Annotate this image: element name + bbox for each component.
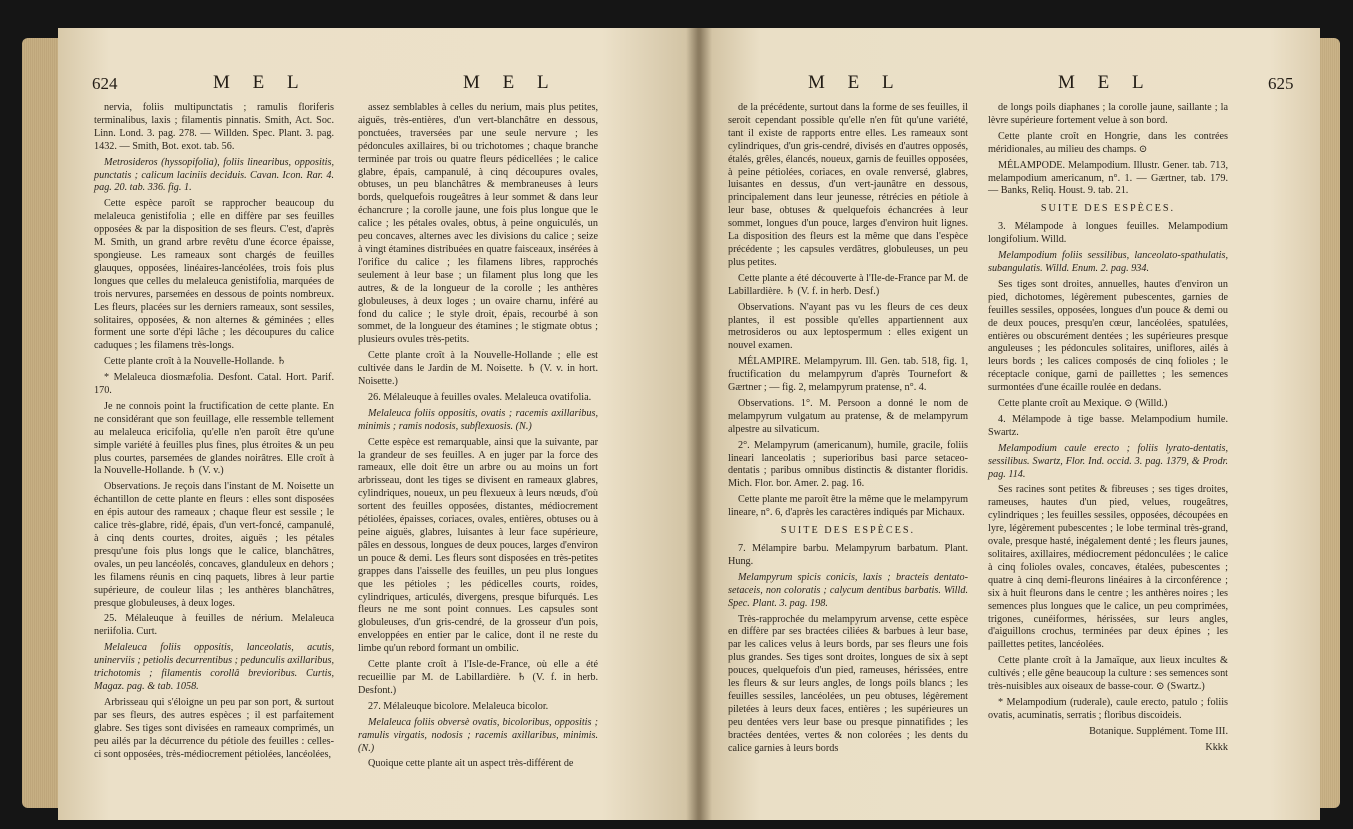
paragraph: Cette plante croît à la Nouvelle-Hollande ; elle est cultivée dans le Jardin de M. Noisette. ♄ (V. v. in hort. Noisette.) xyxy=(358,350,598,388)
left-column-2 xyxy=(358,102,598,774)
paragraph: Observations. 1°. M. Persoon a donné le nom de melampyrum vulgatum au pratense, & de melampyrum alpestre au silvaticum. xyxy=(728,397,968,435)
paragraph: Quoique cette plante ait un aspect très-différent de xyxy=(368,758,574,770)
paragraph: MÉLAMPODE. Melampodium. Illustr. Gener. tab. 713, melampodium americanum, n°. 1. — Gærtner, tab. 179. — Banks, Reliq. Houst. 9. tab. 21. xyxy=(988,159,1228,197)
left-column-1 xyxy=(94,102,334,764)
signature-line: Botanique. Supplément. Tome III. xyxy=(1089,725,1228,737)
paragraph: 2°. Melampyrum (americanum), humile, gracile, foliis lineari lanceolatis ; superioribus basi parce setaceo-dentatis ; paribus omnibus distinctis & distanter floridis. Mich. Flor. bor. Amer. 2. pag. 16. xyxy=(728,439,968,490)
paragraph: assez semblables à celles du nerium, mais plus petites, aiguës, très-entières, d'un vert-blanchâtre en dessous, ponctuées, traversées par une seule nervure ; les pédoncules axillaires, bi ou trichotomes ; chaque branche terminée par trois ou quatre fleurs pédicellées ; le calice glabre, épais, campanulé, à cinq découpures ovales, obtuses, un peu blanchâtres & membraneuses à leurs bords, quelquefois rougeâtres à leur sommet & dans leur échancrure ; la corolle jaune, une fois plus longue que le calice ; les pétales ovales, obtus, à peine onguiculés, un peu concaves, alternes avec les divisions du calice ; seize à vingt étamines distribuées en quatre faisceaux, insérées à l'orifice du calice ; les filamens libres, rapprochés seulement à leur base ; un filament plus long que les autres, & de la longueur de la corolle ; les anthères globuleuses, à deux loges ; un ovaire charnu, inféré au fond du calice ; le style droit, épais, recourbé à son sommet, de la longueur des étamines ; le stigmate obtus ; plusieurs ovules très-petits. xyxy=(358,102,598,346)
paragraph: Melampodium foliis sessilibus, lanceolato-spathulatis, subangulatis. Willd. Enum. 2. pag. 934. xyxy=(988,250,1228,274)
paragraph: 25. Mélaleuque à feuilles de nérium. Melaleuca neriifolia. Curt. xyxy=(94,613,334,638)
paragraph: Ses racines sont petites & fibreuses ; ses tiges droites, rameuses, hautes d'un pied, velues, rougeâtres, cylindriques ; les feuilles sessiles, opposées, découpées en lyre, légèrement pubescentes ; le lobe terminal très-grand, ovale, presque hasté, inégalement denté ; les fleurs jaunes, solitaires, axillaires, médiocrement pédonculées ; le calice à cinq folioles ovales, concaves, étalées, pubescentes ; quatre à cinq demi-fleurons linéaires à la circonférence ; six à huit fleurons dans le centre ; les anthères noires ; les semences plus longues que le calice, un peu comprimées, trigones, cunéiformes, hérissées, sur leurs angles, d'aiguillons crochus, terminées par deux épines ; les paillettes petites, lancéolées. xyxy=(988,484,1228,651)
right-column-2 xyxy=(988,102,1228,758)
left-header-right: M E L xyxy=(463,72,558,93)
paragraph: Très-rapprochée du melampyrum arvense, cette espèce en diffère par ses bractées ciliées & barbues à leur base, par les calices velus à leurs bords, par ses fleurs une fois plus grandes. Ses tiges sont droites, longues de six à sept pouces, quelquefois d'un pied, rameuses, hérissées, entre les fleurs & sur leurs angles, de longs poils blancs ; les feuilles sessiles, lancéolées, un peu obtuses, légèrement piletées à leurs deux faces, entières ; les supérieures un peu dentées vers leur base ou presque pinnatifides ; les bractées dentées, vertes & non colorées ; les dents du calice garnies à leurs bords xyxy=(728,613,968,754)
right-page-number: 625 xyxy=(1268,74,1294,93)
paragraph: Cette plante croît à la Nouvelle-Hollande. ♄ xyxy=(104,356,286,368)
paragraph: Cette plante a été découverte à l'Ile-de-France par M. de Labillardière. ♄ (V. f. in herb. Desf.) xyxy=(728,272,968,297)
page-edges-left xyxy=(22,38,62,808)
catchword: Kkkk xyxy=(1205,741,1228,753)
paragraph: Cette plante croît à l'Isle-de-France, où elle a été recueillie par M. de Labillardière. ♄ (V. f. in herb. Desfont.) xyxy=(358,659,598,696)
paragraph: de la précédente, surtout dans la forme de ses feuilles, il seroit cependant possible qu'elle n'en fût qu'une variété, tant il existe de rapports entre elles. Les rameaux sont cylindriques, d'un gris-cendré, divisés en d'autres opposés, étalés, grêles, élancés, noueux, garnis de feuilles opposées, à peine pétiolées, coriaces, en ovale renversé, glabres, luisantes en dessus, d'un vert-jaunâtre en dessous, principalement dans leur jeunesse, rétrécies en pétiole à leur base, obtuses & quelquefois échancrées à leur sommet, longues d'un pouce, larges d'environ huit lignes. La disposition des fleurs est la même que dans l'espèce précédente ; les capsules verdâtres, globuleuses, un peu plus petites. xyxy=(728,102,968,268)
right-header-right: M E L xyxy=(1058,72,1153,93)
paragraph: Observations. Je reçois dans l'instant de M. Noisette un échantillon de cette plante en fleurs : elles sont disposées en épis autour des rameaux ; chaque fleur est sessile ; le calice très-glabre, ridé, épais, d'un vert-foncé, campanulé, à cinq dents courtes, droites, aiguës ; les pétales presqu'une fois plus longs que le calice, blanchâtres, ovales, un peu lancéolés, concaves, glanduleux en dehors ; les filamens réunis en cinq paquets, libres à leur partie supérieure, de couleur lilas ; les anthères blanchâtres, presque globuleuses, à deux loges. xyxy=(94,481,334,609)
paragraph: Cette plante croît à la Jamaïque, aux lieux incultes & cultivés ; elle gêne beaucoup la culture : ses semences sont très-nuisibles aux oiseaux de basse-cour. ⊙ (Swartz.) xyxy=(988,655,1228,693)
paragraph: 7. Mélampire barbu. Melampyrum barbatum. Plant. Hung. xyxy=(728,543,968,567)
page-edges-right xyxy=(1318,38,1340,808)
paragraph: 27. Mélaleuque bicolore. Melaleuca bicolor. xyxy=(368,700,549,712)
left-header-left: M E L xyxy=(213,72,308,93)
paragraph: Melampyrum spicis conicis, laxis ; bracteis dentato-setaceis, non coloratis ; calycum dentibus barbatis. Willd. Spec. Plant. 3. pag. 198. xyxy=(728,571,968,609)
paragraph: Metrosideros (hyssopifolia), foliis linearibus, oppositis, punctatis ; calicum laciniis deciduis. Cavan. Icon. Rar. 4. pag. 20. tab. 336. fig. 1. xyxy=(94,156,334,194)
book-gutter xyxy=(686,28,712,820)
paragraph: Melaleuca foliis oppositis, lanceolatis, acutis, uninerviis ; petiolis decurrentibus ; pedunculis axillaribus, trichotomis ; filamentis corollâ brevioribus. Curtis, Magaz. pag. & tab. 1058. xyxy=(94,642,334,692)
right-column-1 xyxy=(728,102,968,759)
left-page xyxy=(58,28,698,820)
paragraph: 26. Mélaleuque à feuilles ovales. Melaleuca ovatifolia. xyxy=(368,391,592,403)
paragraph: Melaleuca foliis oppositis, ovatis ; racemis axillaribus, minimis ; ramis nodosis, subflexuosis. (N.) xyxy=(358,407,598,432)
paragraph: 4. Mélampode à tige basse. Melampodium humile. Swartz. xyxy=(988,413,1228,438)
open-book xyxy=(22,28,1340,820)
paragraph: Cette plante me paroît être la même que le melampyrum lineare, n°. 6, d'après les caractères indiqués par Michaux. xyxy=(728,494,968,519)
paragraph: Cette plante croît au Mexique. ⊙ (Willd.) xyxy=(998,398,1168,410)
right-page xyxy=(698,28,1320,820)
paragraph: Cette plante croît en Hongrie, dans les contrées méridionales, au milieu des champs. ⊙ xyxy=(988,130,1228,155)
paragraph: SUITE DES ESPÈCES. xyxy=(1040,203,1176,215)
paragraph: Arbrisseau qui s'éloigne un peu par son port, & surtout par ses fleurs, des autres espèces ; il est parfaitement glabre. Ses tiges sont divisées en rameaux comprimés, un peu ailés par la décurrence du pétiole des feuilles : celles-ci sont opposées, très-médiocrement pétiolées, lancéolées, xyxy=(94,696,334,760)
paragraph: Melampodium caule erecto ; foliis lyrato-dentatis, sessilibus. Swartz, Flor. Ind. occid. 3. pag. 1379, & Prodr. pag. 114. xyxy=(988,442,1228,480)
paragraph: Cette espèce est remarquable, ainsi que la suivante, par la grandeur de ses feuilles. A en juger par la force des rameaux, elle doit être un arbre ou au moins un fort arbrisseau, dont les tiges se divisent en rameaux glabres, cylindriques, noueux, un peu flexueux à leurs nœuds, d'où sortent des feuilles opposées, distantes, médiocrement pétiolées, épaisses, coriaces, ovales, entières, obtuses ou à peine aiguës, glabres, luisantes à leur face supérieure, pâles en dessous, longues de deux pouces, larges d'environ un pouce & demi. Les fleurs sont disposées en très-petites grappes dans l'aisselle des feuilles, un peu plus longues que les pétioles ; les pédicelles courts, roides, cylindriques, articulés, divergens, presque bifurqués. Les fleurs ne me sont point connues. Les capsules sont globuleuses, d'un gris-cendré, de la grosseur d'un pois, enveloppées en entier par le calice, dont il ne reste du limbe qu'un rebord formant un ombilic. xyxy=(358,436,598,655)
right-header-left: M E L xyxy=(808,72,903,93)
paragraph: nervia, foliis multipunctatis ; ramulis floriferis terminalibus, laxis ; filamentis pinnatis. Smith, Act. Soc. Linn. Lond. 3. pag. 278. — Willden. Spec. Plant. 3. pag. 1432. — Smith, Bot. exot. tab. 56. xyxy=(94,102,334,152)
paragraph: * Melaleuca diosmæfolia. Desfont. Catal. Hort. Parif. 170. xyxy=(94,372,334,397)
paragraph: Je ne connois point la fructification de cette plante. En ne considérant que son feuillage, elle ressemble tellement au melaleuca ericifolia, qu'elle n'en paroît être qu'une simple variété à feuilles plus fines, plus étroites & un peu plus courtes, parsemées de glandes noirâtres. Elle croît à la Nouvelle-Hollande. ♄ (V. v.) xyxy=(94,400,334,477)
paragraph: * Melampodium (ruderale), caule erecto, patulo ; foliis ovatis, acuminatis, serratis ; floribus discoideis. xyxy=(988,696,1228,721)
paragraph: SUITE DES ESPÈCES. xyxy=(780,525,916,537)
left-page-number: 624 xyxy=(92,74,118,93)
paragraph: MÉLAMPIRE. Melampyrum. Ill. Gen. tab. 518, fig. 1, fructification du melampyrum d'après Tournefort & Gærtner ; — fig. 2, melampyrum pratense, n°. 4. xyxy=(728,356,968,394)
paragraph: de longs poils diaphanes ; la corolle jaune, saillante ; la lèvre supérieure fortement velue à son bord. xyxy=(988,102,1228,126)
paragraph: Melaleuca foliis obversè ovatis, bicoloribus, oppositis ; ramulis virgatis, nodosis ; racemis axillaribus, minimis. (N.) xyxy=(358,716,598,754)
paragraph: Cette espèce paroît se rapprocher beaucoup du melaleuca genistifolia ; elle en diffère par ses feuilles opposées & par la disposition de ses fleurs. C'est, d'après M. Smith, un grand arbre revêtu d'une écorce épaisse, spongieuse. Les rameaux sont chargés de feuilles glauques, opposées, linéaires-lancéolées, trois fois plus longues que celles du melaleuca genistifolia, marquées de trois nervures, parsemées en dessous de points nombreux. Les fleurs, placées sur les derniers rameaux, sont sessiles, solitaires, opposées, & non alternes & géminées ; elles forment une sorte d'épi lâche ; les découpures du calice caduques ; les filamens très-longs. xyxy=(94,198,334,352)
paragraph: Ses tiges sont droites, annuelles, hautes d'environ un pied, dichotomes, légèrement pubescentes, garnies de feuilles sessiles, opposées, longues d'un pouce & demi ou de deux pouces, presqu'en cœur, lancéolées, spatulées, entières ou obscurément dentées ; les supérieures presque anguleuses ; les pédoncules solitaires, uniflores, ailés à leurs bords ; les calices composés de cinq folioles ; le réceptacle conique, garni de paillettes ; les semences surmontées d'une écaille roulée en dedans. xyxy=(988,278,1228,394)
paragraph: 3. Mélampode à longues feuilles. Melampodium longifolium. Willd. xyxy=(988,221,1228,246)
paragraph: Observations. N'ayant pas vu les fleurs de ces deux plantes, il est possible qu'elles appartiennent aux metrosideros ou aux leptospermum : elles exigent un nouvel examen. xyxy=(728,301,968,352)
